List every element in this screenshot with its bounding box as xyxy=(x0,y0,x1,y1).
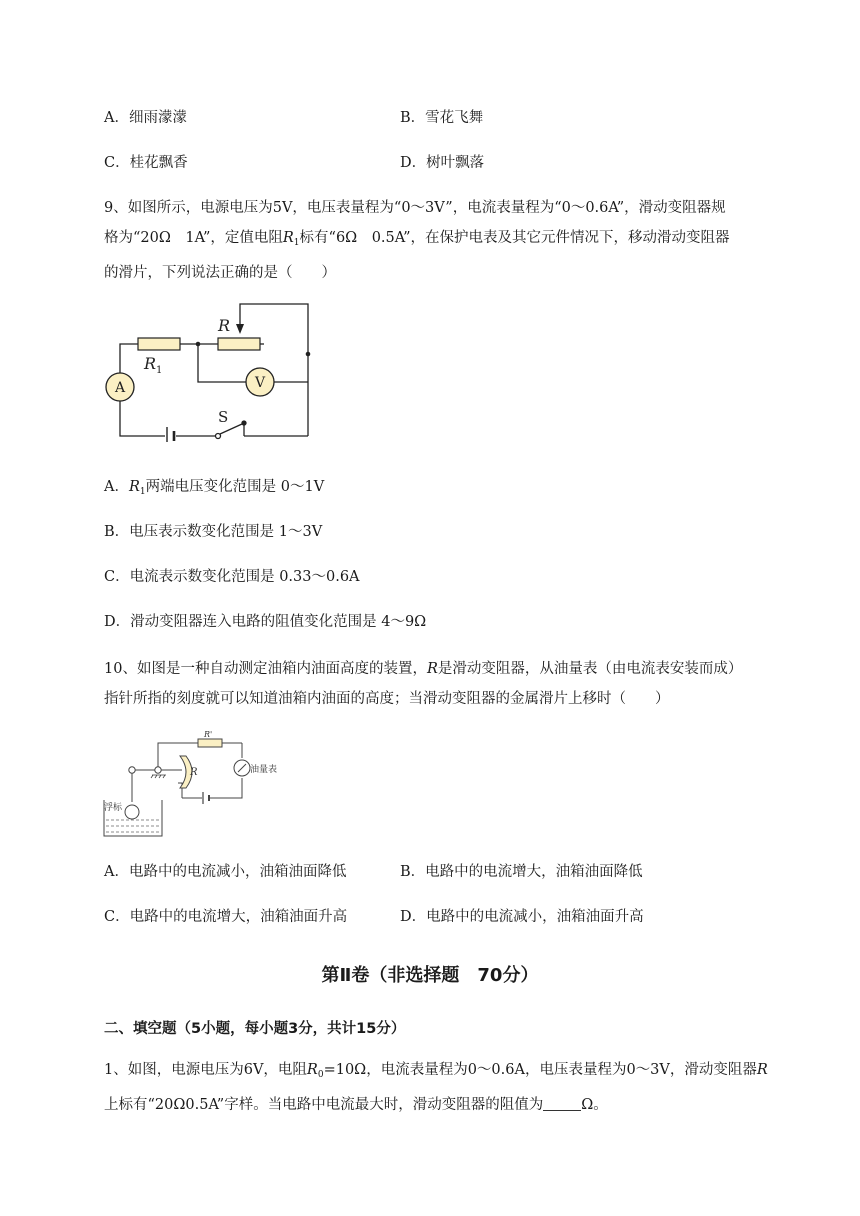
q8-option-b: B．雪花飞舞 xyxy=(400,110,484,126)
fill-q1-line-2: 上标有“20Ω0.5A”字样。当电路中电流最大时，滑动变阻器的阻值为 Ω。 xyxy=(104,1097,608,1113)
rheostat-r xyxy=(218,338,260,350)
resistor-r-prime xyxy=(198,739,222,747)
svg-text:R: R xyxy=(218,316,231,335)
battery-icon xyxy=(167,427,174,442)
q8-option-d: D．树叶飘落 xyxy=(400,155,485,171)
svg-text:S: S xyxy=(218,408,229,426)
svg-text:浮标: 浮标 xyxy=(104,803,123,813)
fill-q1 xyxy=(104,1055,804,1120)
q9-stem-line-1: 9、如图所示，电源电压为5V，电压表量程为“0～3V”，电流表量程为“0～0.6A”，滑动变阻器规 xyxy=(104,200,726,216)
q9-option-b: B．电压表示数变化范围是 1～3V xyxy=(104,524,323,540)
q10-option-c: C．电路中的电流增大，油箱油面升高 xyxy=(104,909,348,925)
r1-resistor xyxy=(138,338,180,350)
q10-oil-gauge-diagram xyxy=(102,728,302,840)
float-icon xyxy=(125,805,139,819)
q9-circuit-diagram xyxy=(100,296,320,442)
q9-option-d: D．滑动变阻器连入电路的阻值变化范围是 4～9Ω xyxy=(104,614,427,630)
fill-q1-line-1: 1、如图，电源电压为6V，电阻$R_0=10\Omega$，电流表量程为0～0.6A，电压表量程为0～3V，滑动变阻器R xyxy=(104,1062,768,1080)
svg-text:V: V xyxy=(254,375,266,391)
q9-stem xyxy=(104,193,804,288)
q8-option-c: C．桂花飘香 xyxy=(104,155,188,171)
svg-text:A: A xyxy=(114,380,126,396)
q9-option-a: A．$R_1$两端电压变化范围是 0～1V xyxy=(104,479,325,497)
svg-text:R: R xyxy=(144,354,157,373)
q10-stem xyxy=(104,654,804,714)
q9-stem-line-3: 的滑片，下列说法正确的是（ ） xyxy=(104,265,336,281)
svg-text:R: R xyxy=(190,767,198,778)
answer-blank[interactable] xyxy=(543,1096,581,1111)
q9-stem-line-2: 格为“20Ω 1A”，定值电阻$R_1$标有“6Ω 0.5A”，在保护电表及其它元件情况下，移动滑动变阻器 xyxy=(104,230,730,248)
q10-stem-line-2: 指针所指的刻度就可以知道油箱内油面的高度；当滑动变阻器的金属滑片上移时（ ） xyxy=(104,691,670,707)
battery-icon xyxy=(203,792,209,804)
q9-option-c: C．电流表示数变化范围是 0.33～0.6A xyxy=(104,569,360,585)
svg-text:油量表: 油量表 xyxy=(250,765,278,775)
q10-option-b: B．电路中的电流增大，油箱油面降低 xyxy=(400,864,643,880)
section-heading: 二、填空题（5小题，每小题3分，共计15分） xyxy=(104,1021,406,1037)
q10-stem-line-1: 10、如图是一种自动测定油箱内油面高度的装置，R是滑动变阻器，从油量表（由电流表安装而成） xyxy=(104,661,743,677)
q10-option-a: A．电路中的电流减小，油箱油面降低 xyxy=(104,864,347,880)
svg-text:1: 1 xyxy=(156,365,163,376)
q8-option-a: A．细雨濛濛 xyxy=(104,110,187,126)
part-2-title: 第Ⅱ卷（非选择题 70分） xyxy=(321,965,539,986)
svg-text:R': R' xyxy=(204,730,213,739)
q10-option-d: D．电路中的电流减小，油箱油面升高 xyxy=(400,909,644,925)
